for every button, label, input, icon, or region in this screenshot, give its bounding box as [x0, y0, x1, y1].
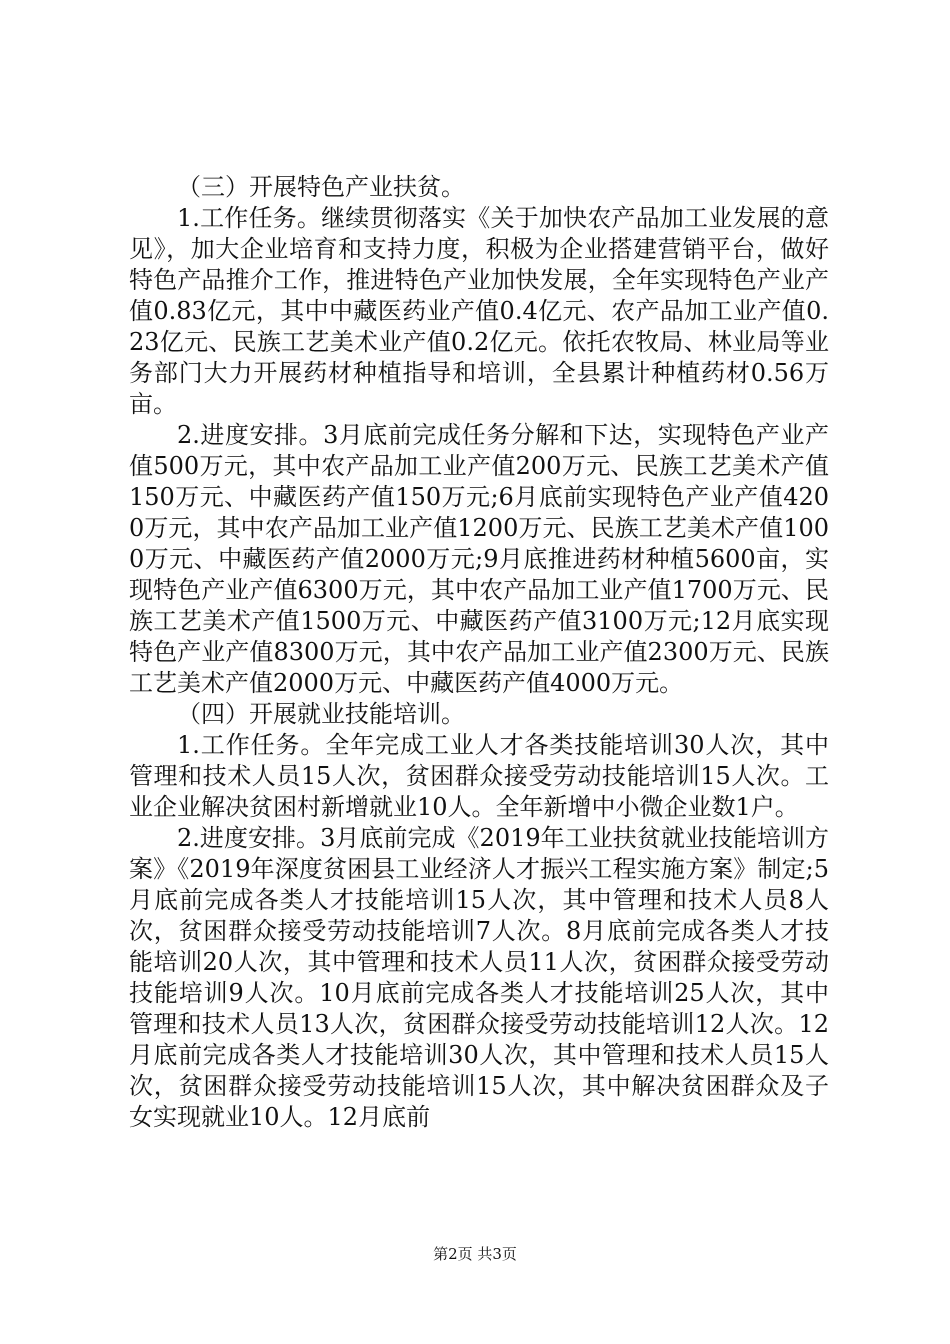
- paragraph-schedule-three: 2.进度安排。3月底前完成任务分解和下达，实现特色产业产值500万元，其中农产品加工业产值200万元、民族工艺美术产值150万元、中藏医药产值150万元;6月底前实现特色产业产值4200万元，其中农产品加工业产值1200万元、民族工艺美术产值1000万元、中藏医药产值2000万元;9月底推进药材种植5600亩，实现特色产业产值6300万元，其中农产品加工业产值1700万元、民族工艺美术产值1500万元、中藏医药产值3100万元;12月底实现特色产业产值8300万元，其中农产品加工业产值2300万元、民族工艺美术产值2000万元、中藏医药产值4000万元。: [129, 421, 829, 697]
- section-heading-four: （四）开展就业技能培训。: [177, 700, 465, 728]
- paragraph-task-three: 1.工作任务。继续贯彻落实《关于加快农产品加工业发展的意见》，加大企业培育和支持力度，积极为企业搭建营销平台，做好特色产品推介工作，推进特色产业加快发展，全年实现特色产业产值0.83亿元，其中中藏医药业产值0.4亿元、农产品加工业产值0.23亿元、民族工艺美术业产值0.2亿元。依托农牧局、林业局等业务部门大力开展药材种植指导和培训，全县累计种植药材0.56万亩。: [129, 204, 829, 418]
- paragraph-task-four: 1.工作任务。全年完成工业人才各类技能培训30人次，其中管理和技术人员15人次，贫困群众接受劳动技能培训15人次。工业企业解决贫困村新增就业10人。全年新增中小微企业数1户。: [129, 731, 829, 821]
- paragraph-schedule-four: 2.进度安排。3月底前完成《2019年工业扶贫就业技能培训方案》《2019年深度贫困县工业经济人才振兴工程实施方案》制定;5月底前完成各类人才技能培训15人次，其中管理和技术人员8人次，贫困群众接受劳动技能培训7人次。8月底前完成各类人才技能培训20人次，其中管理和技术人员11人次，贫困群众接受劳动技能培训9人次。10月底前完成各类人才技能培训25人次，其中管理和技术人员13人次，贫困群众接受劳动技能培训12人次。12月底前完成各类人才技能培训30人次，其中管理和技术人员15人次，贫困群众接受劳动技能培训15人次，其中解决贫困群众及子女实现就业10人。12月底前: [129, 824, 829, 1131]
- section-heading-three: （三）开展特色产业扶贫。: [177, 173, 465, 201]
- document-body: [129, 172, 829, 1133]
- page-number-footer: 第2页 共3页: [433, 1245, 517, 1263]
